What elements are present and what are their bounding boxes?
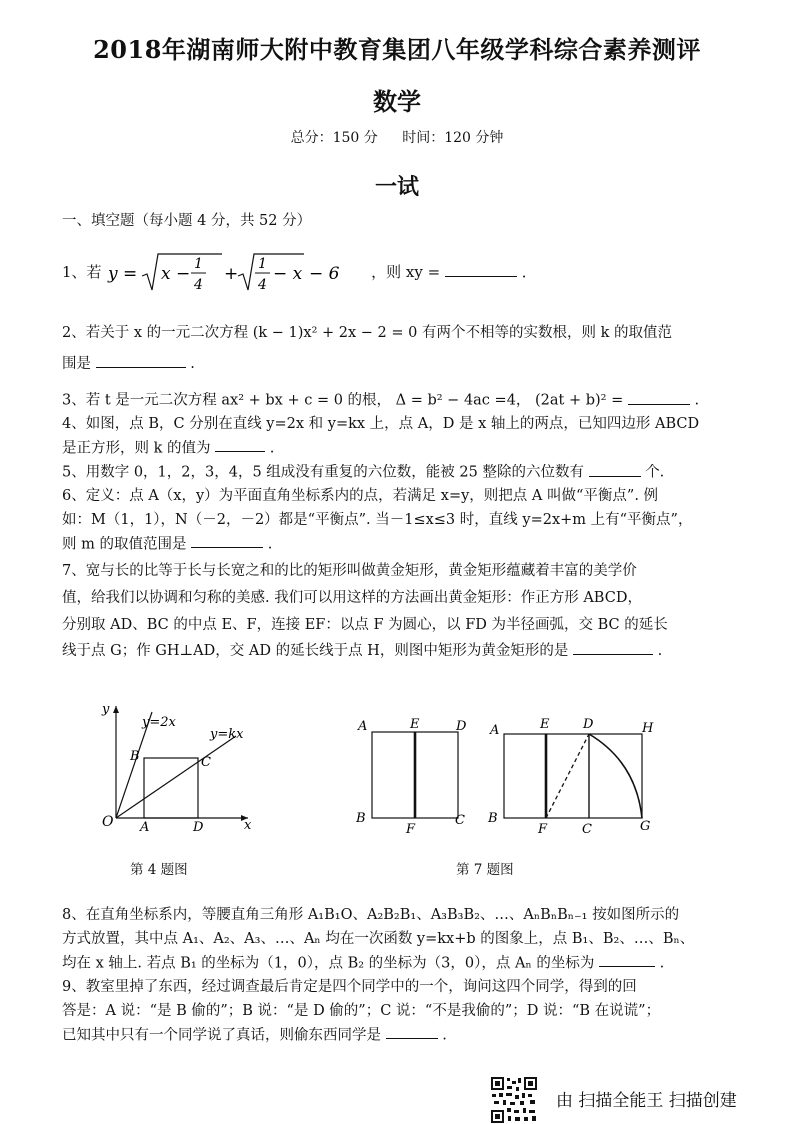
part-title: 一试 bbox=[374, 174, 419, 200]
svg-text:x −: x − bbox=[161, 264, 191, 284]
question-2 bbox=[62, 316, 742, 382]
q6-answer-blank[interactable] bbox=[191, 533, 263, 549]
q2-answer-blank[interactable] bbox=[96, 352, 186, 368]
question-9 bbox=[62, 976, 742, 1048]
question-6 bbox=[62, 485, 742, 557]
q6-line2: 如：M（1，1），N（－2，－2）都是“平衡点”. 当－1≤x≤3 时，直线 y=2x+m 上有“平衡点”， bbox=[62, 511, 693, 528]
svg-text:y =: y = bbox=[108, 264, 138, 284]
q1-answer-blank[interactable] bbox=[445, 261, 517, 277]
fig7-right-arc bbox=[589, 734, 642, 818]
fig4-label-line2: y=kx bbox=[210, 727, 244, 742]
q4-line1: 4、如图，点 B，C 分别在直线 y=2x 和 y=kx 上，点 A，D 是 x 轴上的两点，已知四边形 ABCD bbox=[62, 416, 700, 432]
q6-line1: 6、定义：点 A（x，y）为平面直角坐标系内的点，若满足 x=y，则把点 A 叫做“平衡点”. 例 bbox=[62, 488, 659, 504]
q4-end: . bbox=[269, 440, 275, 457]
fig7-right-H: H bbox=[642, 721, 654, 736]
svg-text:4: 4 bbox=[194, 277, 204, 293]
fig7-left-F: F bbox=[406, 822, 416, 837]
q2-end: . bbox=[190, 355, 195, 372]
svg-text:− 6: − 6 bbox=[309, 264, 340, 284]
q2-line1: 2、若关于 x 的一元二次方程 (k − 1)x² + 2x − 2 = 0 有两个不相等的实数根，则 k 的取值范 bbox=[62, 325, 672, 341]
question-8 bbox=[62, 904, 742, 976]
fig7-left-E: E bbox=[410, 717, 420, 732]
fig4-label-A: A bbox=[140, 820, 150, 835]
question-1 bbox=[62, 250, 742, 296]
q9-line3: 已知其中只有一个同学说了真话，则偷东西同学是 bbox=[62, 1027, 381, 1044]
fig7-right-G: G bbox=[640, 819, 651, 834]
q3-text: 3、若 t 是一元二次方程 ax² + bx + c = 0 的根， Δ = b² − 4ac =4， (2at + b)² = bbox=[62, 392, 624, 409]
svg-text:1: 1 bbox=[258, 256, 268, 272]
q1-formula bbox=[106, 250, 366, 296]
q5-end: 个. bbox=[645, 464, 665, 481]
q4-answer-blank[interactable] bbox=[215, 437, 265, 453]
fig7-left-A: A bbox=[358, 719, 368, 734]
exam-time: 时间：120 分钟 bbox=[402, 130, 504, 146]
q5-text: 5、用数字 0，1，2，3，4，5 组成没有重复的六位数，能被 25 整除的六位数有 bbox=[62, 464, 584, 481]
svg-text:1: 1 bbox=[194, 256, 204, 272]
q9-line1: 9、教室里掉了东西，经过调查最后肯定是四个同学中的一个，询问这四个同学，得到的回 bbox=[62, 979, 637, 995]
total-score: 总分：150 分 bbox=[290, 130, 378, 146]
svg-text:+: + bbox=[224, 264, 239, 284]
q5-answer-blank[interactable] bbox=[589, 461, 641, 477]
fig7-right-E: E bbox=[540, 717, 550, 732]
fig4-y-arrow bbox=[113, 706, 119, 713]
fig4-label-O: O bbox=[102, 814, 114, 830]
qr-code-icon bbox=[490, 1076, 538, 1124]
fig7-right-B: B bbox=[488, 811, 498, 826]
question-5 bbox=[62, 461, 742, 485]
fig7-caption: 第 7 题图 bbox=[456, 862, 514, 878]
exam-meta bbox=[0, 127, 794, 147]
q8-answer-blank[interactable] bbox=[599, 952, 655, 968]
fig7-left-C: C bbox=[455, 813, 465, 828]
q3-answer-blank[interactable] bbox=[628, 389, 690, 405]
q2-line2: 围是 bbox=[62, 355, 91, 372]
fig7-left-D: D bbox=[456, 719, 467, 734]
exam-title: 2018年湖南师大附中教育集团八年级学科综合素养测评 bbox=[93, 35, 701, 64]
q7-line2: 值，给我们以协调和匀称的美感. 我们可以用这样的方法画出黄金矩形：作正方形 ABCD， bbox=[62, 589, 642, 606]
q8-line2: 方式放置，其中点 A₁、A₂、A₃、…、Aₙ 均在一次函数 y=kx+b 的图象上，点 B₁、B₂、…、Bₙ、 bbox=[62, 930, 695, 947]
svg-text:− x: − x bbox=[273, 264, 303, 284]
section-title: 一、填空题（每小题 4 分，共 52 分） bbox=[62, 213, 312, 229]
question-3 bbox=[62, 389, 742, 413]
q1-prefix: 1、若 bbox=[62, 263, 102, 281]
figure-7 bbox=[350, 710, 670, 840]
q1-end: ． bbox=[521, 263, 537, 281]
q1-suffix: ，则 xy = bbox=[371, 263, 441, 281]
q9-end: . bbox=[442, 1027, 447, 1044]
q7-end: . bbox=[657, 643, 663, 660]
fig7-right-C: C bbox=[582, 822, 592, 837]
fig7-right-D: D bbox=[583, 717, 594, 732]
svg-text:4: 4 bbox=[258, 277, 268, 293]
q6-line3: 则 m 的取值范围是 bbox=[62, 536, 187, 553]
fig4-label-C: C bbox=[201, 755, 211, 770]
scanner-watermark: 由 扫描全能王 扫描创建 bbox=[556, 1091, 737, 1111]
fig4-label-x: x bbox=[244, 818, 252, 833]
fig7-right-rect bbox=[504, 734, 642, 818]
fig4-label-B: B bbox=[130, 749, 140, 764]
q4-line2: 是正方形，则 k 的值为 bbox=[62, 440, 211, 457]
fig4-label-y: y bbox=[102, 702, 110, 717]
subject-title: 数学 bbox=[373, 87, 421, 116]
fig7-right-F: F bbox=[538, 822, 548, 837]
fig7-right-A: A bbox=[490, 723, 500, 738]
q6-end: . bbox=[267, 536, 273, 553]
fig4-label-D: D bbox=[193, 820, 204, 835]
fig7-left-B: B bbox=[356, 811, 366, 826]
figure-4 bbox=[88, 698, 268, 838]
q8-line3: 均在 x 轴上. 若点 B₁ 的坐标为（1，0），点 B₂ 的坐标为（3，0），点 Aₙ 的坐标为 bbox=[62, 955, 595, 972]
q3-end: . bbox=[694, 392, 700, 409]
q9-line2: 答是：A 说：“是 B 偷的”；B 说：“是 D 偷的”；C 说：“不是我偷的”；D 说：“B 在说谎”； bbox=[62, 1002, 661, 1019]
question-7 bbox=[62, 558, 742, 665]
q7-answer-blank[interactable] bbox=[573, 640, 653, 656]
fig4-caption: 第 4 题图 bbox=[130, 862, 188, 878]
question-4 bbox=[62, 413, 742, 461]
q8-line1: 8、在直角坐标系内，等腰直角三角形 A₁B₁O、A₂B₂B₁、A₃B₃B₂、…、AₙBₙBₙ₋₁ 按如图所示的 bbox=[62, 907, 680, 923]
q8-end: . bbox=[659, 955, 665, 972]
fig4-label-line1: y=2x bbox=[142, 715, 176, 730]
q7-line4: 线于点 G；作 GH⊥AD，交 AD 的延长线于点 H，则图中矩形为黄金矩形的是 bbox=[62, 643, 569, 660]
q7-line3: 分别取 AD、BC 的中点 E、F，连接 EF：以点 F 为圆心，以 FD 为半径画弧，交 BC 的延长 bbox=[62, 616, 668, 633]
q9-answer-blank[interactable] bbox=[386, 1024, 438, 1040]
q7-line1: 7、宽与长的比等于长与长宽之和的比的矩形叫做黄金矩形，黄金矩形蕴藏着丰富的美学价 bbox=[62, 563, 637, 579]
fig7-right-fd-dashed bbox=[546, 734, 589, 818]
